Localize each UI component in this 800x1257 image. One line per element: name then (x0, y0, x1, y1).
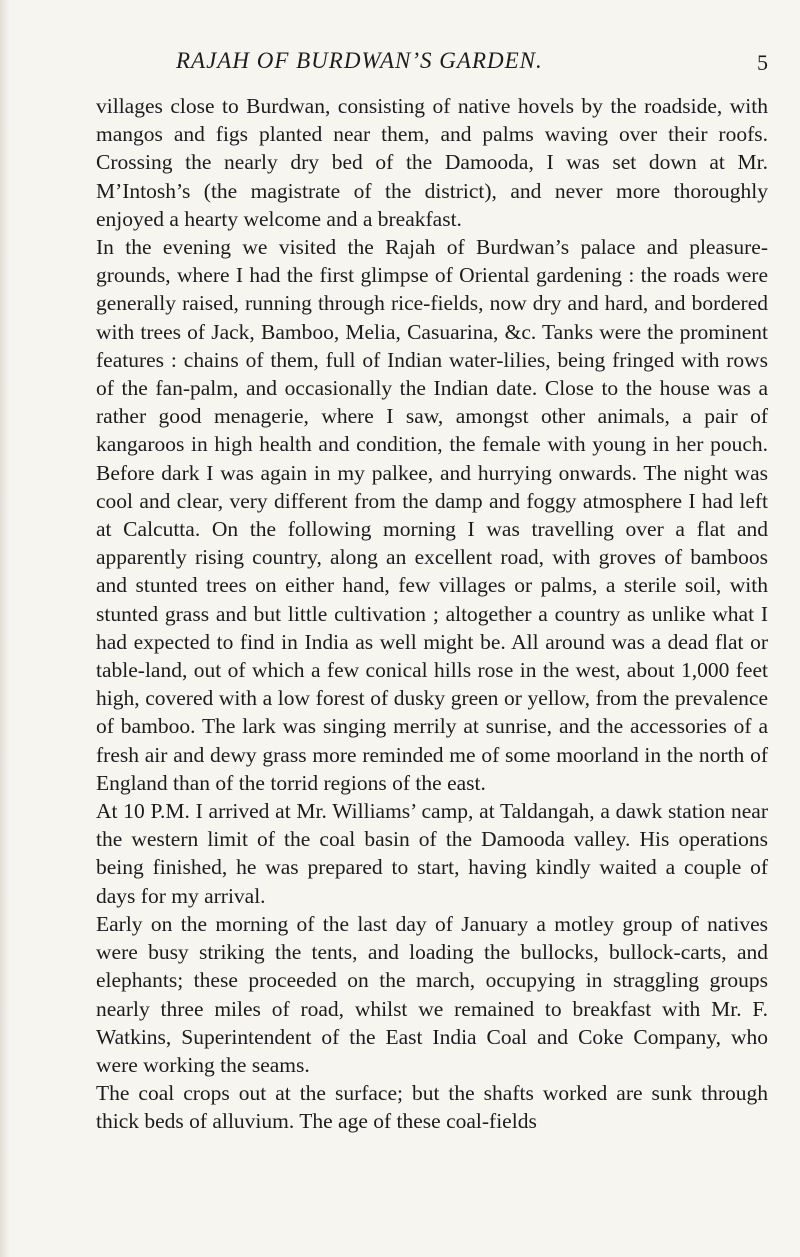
page-edge-shadow (0, 0, 10, 1257)
running-title: RAJAH OF BURDWAN’S GARDEN. (176, 48, 543, 73)
body-text (96, 92, 768, 1136)
page-number: 5 (757, 50, 768, 75)
paragraph-3: At 10 P.M. I arrived at Mr. Williams’ camp, at Taldangah, a dawk station near the western limit of the coal basin of the Damooda valley. His operations being finished, he was prepared to start, having kindly waited a couple of days for my arrival. (96, 799, 768, 908)
paragraph-1: villages close to Burdwan, consisting of native hovels by the roadside, with mangos and figs planted near them, and palms waving over their roofs. Crossing the nearly dry bed of the Damooda, I was set down at Mr. M’Intosh’s (the magistrate of the district), and never more thoroughly enjoyed a hearty welcome and a breakfast. (96, 94, 768, 231)
paragraph-4: Early on the morning of the last day of January a motley group of natives were busy striking the tents, and loading the bullocks, bullock-carts, and elephants; these proceeded on the march, occupying in straggling groups nearly three miles of road, whilst we remained to breakfast with Mr. F. Watkins, Superintendent of the East India Coal and Coke Company, who were working the seams. (96, 911, 768, 1077)
running-head (96, 48, 776, 78)
paragraph-5: The coal crops out at the surface; but the shafts worked are sunk through thick beds of alluvium. The age of these coal-fields (96, 1081, 768, 1134)
paragraph-2: In the evening we visited the Rajah of Burdwan’s palace and pleasure-grounds, where I had the first glimpse of Oriental gardening : the roads were generally raised, running through rice-fields, now dry and hard, and bordered with trees of Jack, Bamboo, Melia, Casuarina, &c. Tanks were the prominent features : chains of them, full of Indian water-lilies, being fringed with rows of the fan-palm, and occasionally the Indian date. Close to the house was a rather good menagerie, where I saw, amongst other animals, a pair of kangaroos in high health and condition, the female with young in her pouch. Before dark I was again in my palkee, and hurrying onwards. The night was cool and clear, very different from the damp and foggy atmosphere I had left at Calcutta. On the following morning I was travelling over a flat and apparently rising country, along an excellent road, with groves of bamboos and stunted trees on either hand, few villages or palms, a sterile soil, with stunted grass and but little cultivation ; altogether a country as unlike what I had expected to find in India as well might be. All around was a dead flat or table-land, out of which a few conical hills rose in the west, about 1,000 feet high, covered with a low forest of dusky green or yellow, from the prevalence of bamboo. The lark was singing merrily at sunrise, and the accessories of a fresh air and dewy grass more reminded me of some moorland in the north of England than of the torrid regions of the east. (96, 235, 768, 795)
